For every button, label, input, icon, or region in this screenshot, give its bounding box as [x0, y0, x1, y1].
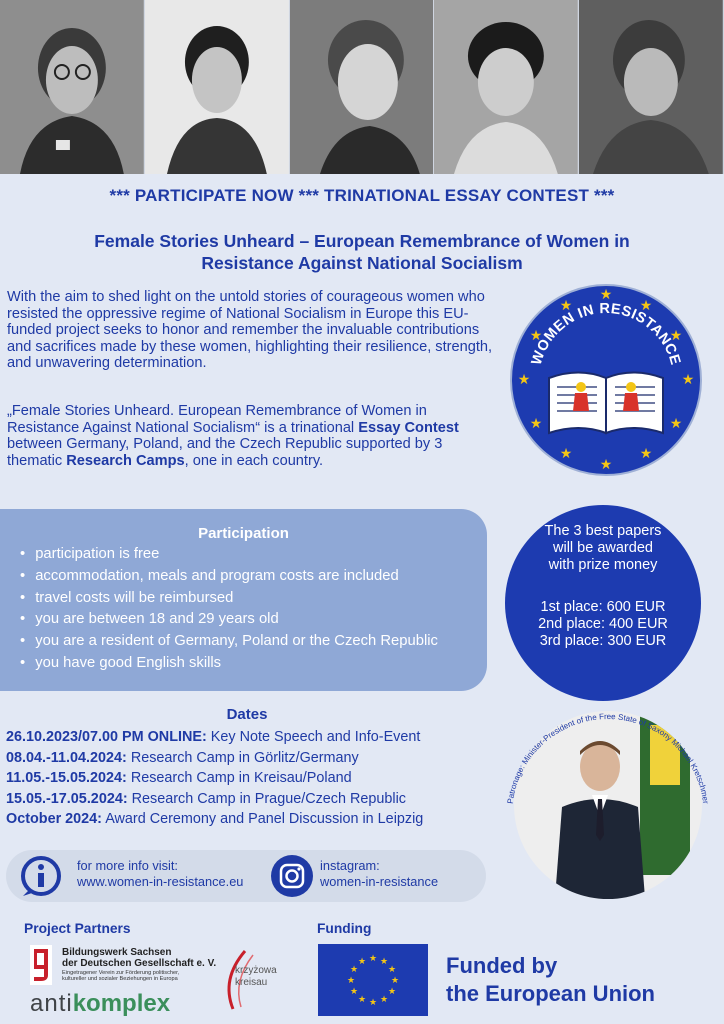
info-text [77, 858, 243, 890]
list-item: • you are a resident of Germany, Poland or the Czech Republic [14, 631, 438, 653]
antikomplex-part-1: anti [30, 990, 73, 1017]
contest-text-2: between Germany, Poland, and the Czech Republic supported by 3 thematic [7, 436, 443, 469]
prize-line-1: The 3 best papers [544, 523, 662, 539]
bildungswerk-name [62, 947, 216, 969]
prize-line-3: with prize money [548, 557, 658, 573]
info-icon [19, 854, 63, 898]
svg-text:★: ★ [346, 975, 356, 985]
svg-text:★: ★ [529, 327, 543, 343]
info-label: for more info visit: [77, 858, 178, 873]
krzyzowa-line-2: kreisau [235, 977, 268, 988]
svg-text:★: ★ [387, 964, 397, 974]
eu-flag-icon [318, 944, 428, 1016]
dates-list [6, 727, 423, 830]
krzyzowa-line-1: krzyżowa [235, 965, 277, 976]
title-line-2: Resistance Against National Socialism [201, 253, 523, 273]
contest-text-1: „Female Stories Unheard. European Remembrance of Women in Resistance Against National Socialism“ is a trinational [7, 403, 427, 436]
date-label: 08.04.-11.04.2024: [6, 749, 127, 766]
prize-line-2: will be awarded [553, 540, 653, 556]
participation-title: Participation [198, 525, 289, 542]
svg-text:★: ★ [387, 986, 397, 996]
krzyzowa-text [235, 965, 277, 989]
prize-intro [505, 523, 701, 574]
svg-text:★: ★ [379, 994, 389, 1004]
svg-text:★: ★ [357, 994, 367, 1004]
svg-text:★: ★ [559, 297, 573, 313]
bildungswerk-g-icon [30, 945, 56, 985]
bw-sub-line-2: kultureller und sozialer Beziehungen in Europa [62, 976, 178, 983]
prize-list [505, 599, 701, 650]
list-item: • participation is free [14, 544, 438, 566]
participation-list [14, 544, 438, 675]
svg-text:★: ★ [599, 456, 613, 472]
instagram-handle-link[interactable]: women-in-resistance [320, 874, 439, 889]
open-book-icon [549, 373, 663, 434]
dates-title: Dates [226, 706, 268, 723]
prize-third: 3rd place: 300 EUR [539, 633, 667, 649]
contest-text-3: , one in each country. [184, 452, 324, 469]
date-row [6, 748, 423, 769]
women-in-resistance-logo [509, 283, 703, 477]
svg-text:★: ★ [379, 956, 389, 966]
patron-photo [500, 695, 716, 911]
list-item: • you have good English skills [14, 653, 438, 675]
svg-text:★: ★ [669, 415, 683, 431]
svg-text:★: ★ [639, 297, 653, 313]
svg-text:★: ★ [669, 327, 683, 343]
svg-text:★: ★ [517, 371, 531, 387]
svg-text:★: ★ [357, 956, 367, 966]
svg-text:★: ★ [349, 964, 359, 974]
portrait-1 [0, 0, 145, 174]
eu-funding-text [446, 952, 655, 1008]
contest-paragraph [7, 403, 497, 469]
instagram-text [320, 858, 438, 890]
portrait-2 [145, 0, 290, 174]
prize-first: 1st place: 600 EUR [540, 599, 666, 615]
date-row [6, 789, 423, 810]
contact-bar [6, 850, 486, 902]
svg-text:★: ★ [681, 371, 695, 387]
svg-text:★: ★ [349, 986, 359, 996]
intro-paragraph: With the aim to shed light on the untold stories of courageous women who resisted the oppressive regime of National Socialism in Europe this EU-funded project seeks to honor and remember the invaluable contributions and sacrifices made by these women, highlighting their resilience, strength, and unwavering determination. [7, 289, 493, 372]
contest-bold-1: Essay Contest [358, 419, 459, 436]
title-line-1: Female Stories Unheard – European Remembrance of Women in [94, 231, 630, 251]
banner: *** PARTICIPATE NOW *** TRINATIONAL ESSAY CONTEST *** [109, 186, 615, 205]
date-row [6, 809, 423, 830]
prize-circle [505, 505, 701, 701]
patron-caption-path: Patronage: Minister-President of the Free State of Saxony Michael Kretschmer [505, 711, 711, 805]
eu-line-2: the European Union [446, 981, 655, 1006]
antikomplex-logo [30, 990, 170, 1018]
svg-text:★: ★ [559, 445, 573, 461]
list-item: • you are between 18 and 29 years old [14, 609, 438, 631]
svg-text:★: ★ [639, 445, 653, 461]
svg-text:★: ★ [368, 953, 378, 963]
portrait-5 [579, 0, 724, 174]
bildungswerk-logo [30, 945, 230, 995]
date-row [6, 727, 423, 748]
page-title [30, 230, 694, 274]
date-label: 15.05.-17.05.2024: [6, 790, 128, 807]
bildungswerk-subtitle [62, 970, 179, 983]
date-text: Research Camp in Kreisau/Poland [126, 770, 352, 787]
svg-text:★: ★ [599, 286, 613, 302]
date-text: Award Ceremony and Panel Discussion in Leipzig [101, 811, 424, 828]
logo-text-path: WOMEN IN RESISTANCE [528, 300, 684, 368]
svg-text:★: ★ [529, 415, 543, 431]
date-row [6, 768, 423, 789]
funding-title: Funding [317, 921, 372, 936]
eu-line-1: Funded by [446, 953, 558, 978]
date-text: Research Camp in Görlitz/Germany [126, 749, 359, 766]
instagram-label: instagram: [320, 858, 380, 873]
info-url-link[interactable]: www.women-in-resistance.eu [77, 874, 244, 889]
prize-second: 2nd place: 400 EUR [538, 616, 668, 632]
portrait-4 [434, 0, 579, 174]
date-label: October 2024: [6, 811, 102, 828]
krzyzowa-logo [215, 945, 305, 1015]
bw-name-line-1: Bildungswerk Sachsen [62, 947, 172, 958]
date-text: Key Note Speech and Info-Event [206, 729, 421, 745]
antikomplex-part-2: komplex [72, 990, 171, 1017]
date-label: 26.10.2023/07.00 PM ONLINE: [6, 729, 207, 745]
portrait-strip [0, 0, 724, 174]
svg-text:★: ★ [390, 975, 400, 985]
participation-panel [0, 509, 487, 691]
svg-text:★: ★ [368, 997, 378, 1007]
portrait-3 [290, 0, 435, 174]
date-label: 11.05.-15.05.2024: [6, 770, 127, 787]
bw-sub-line-1: Eingetragener Verein zur Förderung politischer, [62, 970, 180, 976]
list-item: • travel costs will be reimbursed [14, 588, 438, 610]
contest-bold-2: Research Camps [66, 452, 185, 469]
partners-title: Project Partners [24, 921, 131, 936]
date-text: Research Camp in Prague/Czech Republic [127, 790, 406, 807]
list-item: • accommodation, meals and program costs are included [14, 566, 438, 588]
instagram-icon [270, 854, 314, 898]
bw-name-line-2: der Deutschen Gesellschaft e. V. [62, 958, 217, 969]
